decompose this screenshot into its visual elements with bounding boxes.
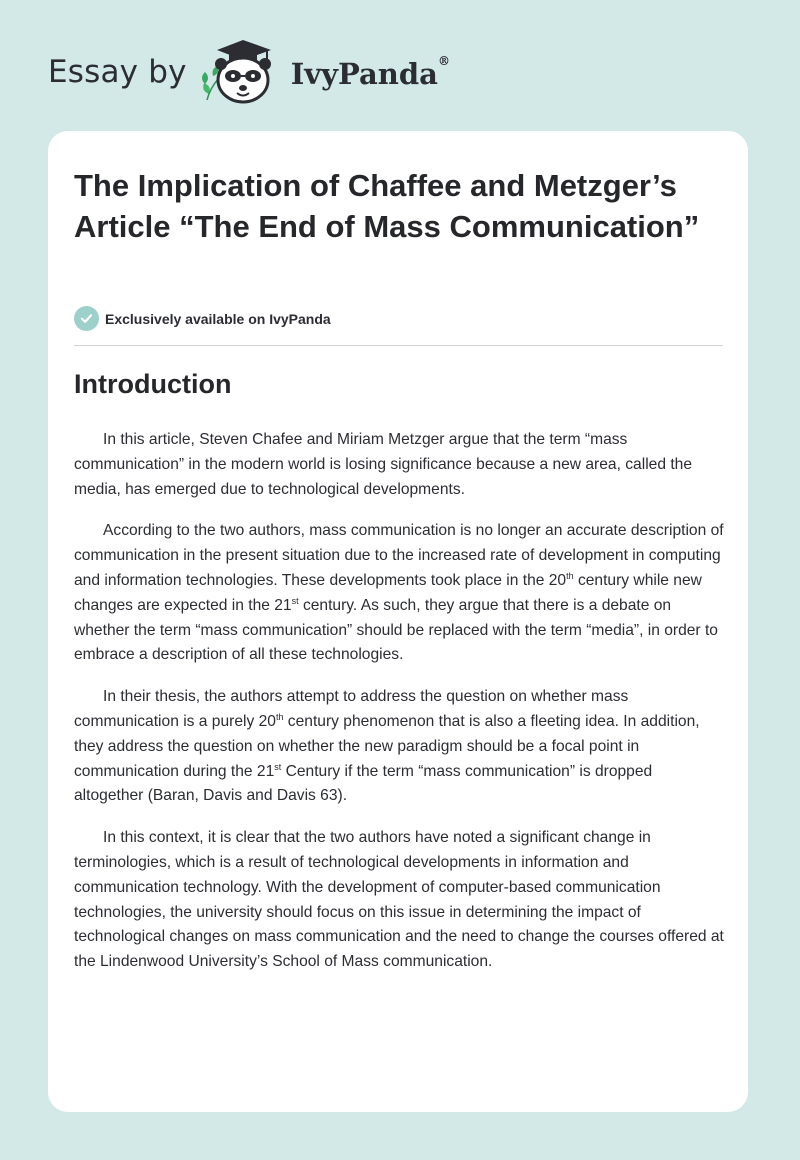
- essay-by-label: Essay by: [48, 54, 187, 90]
- article-card: [48, 131, 748, 1112]
- exclusive-badge: [74, 306, 331, 331]
- ivy-leaf-icon: [202, 66, 219, 100]
- brand-text: IvyPanda: [290, 57, 438, 91]
- page-title: The Implication of Chaffee and Metzger’s Article “The End of Mass Communication”: [74, 168, 700, 244]
- article-body: [74, 428, 724, 992]
- paragraph-1: In this article, Steven Chafee and Miriam Metzger argue that the term “mass communication” in the modern world is losing significance because a new area, called the media, has emerged due to technological developments.: [74, 431, 693, 498]
- section-heading: Introduction: [74, 369, 232, 399]
- check-icon: [74, 306, 99, 331]
- badge-text: Exclusively available on IvyPanda: [105, 310, 331, 327]
- paragraph-2: According to the two authors, mass communication is no longer an accurate description of communication in the present situation due to the increased rate of development in computing and information technologies. These developments took place in the 20th century while new changes are expected in the 21st century. As such, they argue that there is a debate on whether the term “mass communication” should be replaced with the term “media”, in order to embrace a description of all these technologies.: [74, 522, 724, 664]
- divider: [74, 345, 723, 346]
- panda-graduate-icon[interactable]: [199, 36, 289, 108]
- site-header: [48, 36, 450, 108]
- paragraph-3: In their thesis, the authors attempt to address the question on whether mass communication is a purely 20th century phenomenon that is also a fleeting idea. In addition, they address the question on whether the new paradigm should be a focal point in communication during the 21st Century if the term “mass communication” is dropped altogether (Baran, Davis and Davis 63).: [74, 688, 700, 805]
- paragraph-4: In this context, it is clear that the two authors have noted a significant change in terminologies, which is a result of technological developments in information and communication technology. With the development of computer-based communication technologies, the university should focus on this issue in determining the impact of technological changes on mass communication and the need to change the courses offered at the Lindenwood University’s School of Mass communication.: [74, 829, 724, 971]
- brand-name[interactable]: [290, 54, 450, 91]
- registered-mark: ®: [437, 54, 450, 69]
